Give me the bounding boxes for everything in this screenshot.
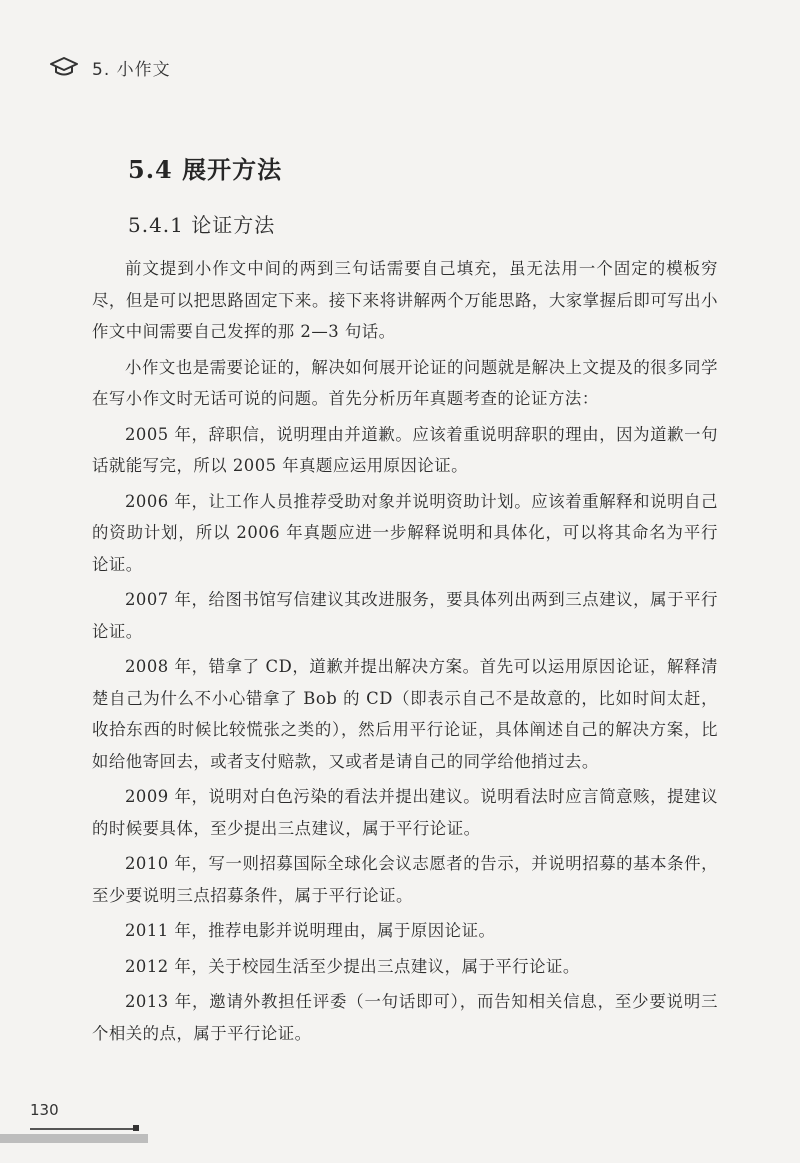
paragraph: 2006 年，让工作人员推荐受助对象并说明资助计划。应该着重解释和说明自己的资助计划，所以 2006 年真题应进一步解释说明和具体化，可以将其命名为平行论证。 [92,491,718,574]
paragraph: 2007 年，给图书馆写信建议其改进服务，要具体列出两到三点建议，属于平行论证。 [92,590,718,641]
paragraph: 2011 年，推荐电影并说明理由，属于原因论证。 [125,921,496,940]
chapter-label: 5. 小作文 [92,59,171,80]
running-header [50,52,171,82]
paragraph: 2009 年，说明对白色污染的看法并提出建议。说明看法时应言简意赅，提建议的时候要具体，至少提出三点建议，属于平行论证。 [92,787,718,838]
paragraph: 小作文也是需要论证的，解决如何展开论证的问题就是解决上文提及的很多同学在写小作文时无话可说的问题。首先分析历年真题考查的论证方法： [92,357,718,408]
footer-ornament [133,1125,139,1131]
paragraph: 2005 年，辞职信，说明理由并道歉。应该着重说明辞职的理由，因为道歉一句话就能写完，所以 2005 年真题应运用原因论证。 [92,424,718,475]
page-number: 130 [30,1101,59,1119]
graduation-cap-icon [50,56,78,78]
paragraph: 2008 年，错拿了 CD，道歉并提出解决方案。首先可以运用原因论证，解释清楚自己为什么不小心错拿了 Bob 的 CD（即表示自己不是故意的，比如时间太赶，收拾东西的时候比较慌张之类的），然后用平行论证，具体阐述自己的解决方案，比如给他寄回去，或者支付赔款，又或者是请自己的同学给他捎过去。 [92,657,718,771]
body-text [92,253,718,1053]
subsection-title: 5.4.1 论证方法 [128,213,276,237]
section-title: 5.4 展开方法 [128,155,283,184]
footer-bar [0,1134,148,1143]
paragraph: 2012 年，关于校园生活至少提出三点建议，属于平行论证。 [125,956,580,976]
paragraph: 2013 年，邀请外教担任评委（一句话即可），而告知相关信息，至少要说明三个相关的点，属于平行论证。 [92,992,718,1043]
paragraph: 2010 年，写一则招募国际全球化会议志愿者的告示，并说明招募的基本条件，至少要说明三点招募条件，属于平行论证。 [92,854,718,905]
footer-rule [30,1128,138,1130]
paragraph: 前文提到小作文中间的两到三句话需要自己填充，虽无法用一个固定的模板穷尽，但是可以把思路固定下来。接下来将讲解两个万能思路，大家掌握后即可写出小作文中间需要自己发挥的那 2—3 句话。 [92,259,718,341]
